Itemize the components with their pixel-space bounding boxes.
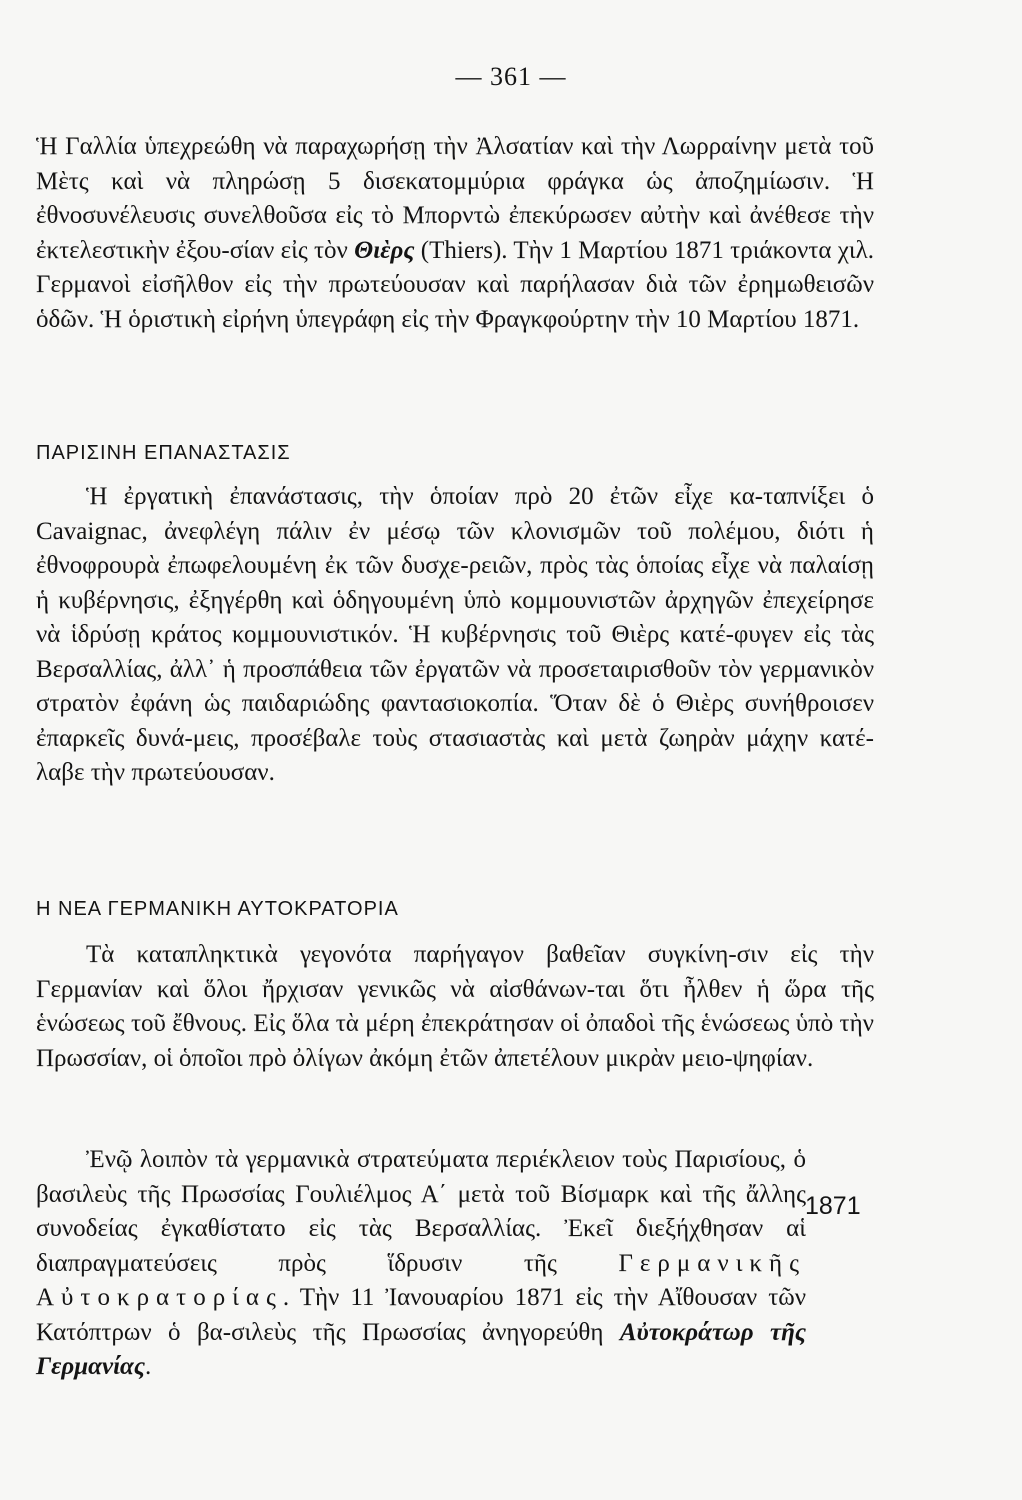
emperor-of-germany-title: Αὐτοκράτωρ τῆς Γερμανίας — [36, 1318, 806, 1380]
heading-german-empire: Η ΝΕΑ ΓΕΡΜΑΝΙΚΗ ΑΥΤΟΚΡΑΤΟΡΙΑ — [36, 898, 399, 920]
intro-text-part-1: Ἡ Γαλλία ὑπεχρεώθη νὰ παραχωρήσῃ τὴν Ἀλσατίαν καὶ τὴν Λωρραίνην μετὰ τοῦ Μὲτς καὶ νὰ πληρώσῃ 5 δισεκατομμύρια φράγκα ὡς ἀποζημίωσιν. Ἡ ἐθνοσυνέλευσις συνελθοῦσα εἰς τὸ Μπορντὼ ἐπεκύρωσεν αὐτὴν καὶ ἀνέθεσε τὴν ἐκτελεστικὴν ἐξου-σίαν εἰς τὸν — [36, 133, 874, 264]
empire-text-part-1: Ἐνῷ λοιπὸν τὰ γερμανικὰ στρατεύματα περιέκλειον τοὺς Παρισίους, ὁ βασιλεὺς τῆς Πρωσσίας Γουλιέλμος Α΄ μετὰ τοῦ Βίσμαρκ καὶ τῆς ἄλλης συνοδείας ἐγκαθίστατο εἰς τὰς Βερσαλλίας. Ἐκεῖ διεξήχθησαν αἱ διαπραγματεύσεις πρὸς ἵδρυσιν τῆς — [36, 1146, 806, 1277]
heading-paris-revolution: ΠΑΡΙΣΙΝΗ ΕΠΑΝΑΣΤΑΣΙΣ — [36, 442, 291, 464]
german-empire-paragraph-2 — [36, 1143, 806, 1385]
margin-year-note: 1871 — [805, 1192, 861, 1220]
intro-paragraph — [36, 130, 874, 337]
empire-text-part-3: . — [144, 1353, 152, 1380]
german-empire-spaced: Γερμανικῆς Αὐτοκρατορίας — [36, 1249, 806, 1311]
paris-revolution-paragraph: Ἡ ἐργατικὴ ἐπανάστασις, τὴν ὁποίαν πρὸ 20 ἐτῶν εἶχε κα-ταπνίξει ὁ Cavaignac, ἀνεφλέγη πάλιν ἐν μέσῳ τῶν κλονισμῶν τοῦ πολέμου, διότι ἡ ἐθνοφρουρὰ ἐπωφελουμένη ἐκ τῶν δυσχε-ρειῶν, πρὸς τὰς ὁποίας εἶχε νὰ παλαίσῃ ἡ κυβέρνησις, ἐξηγέρθη καὶ ὁδηγουμένη ὑπὸ κομμουνιστῶν ἀρχηγῶν ἐπεχείρησε νὰ ἱδρύσῃ κράτος κομμουνιστικόν. Ἡ κυβέρνησις τοῦ Θιὲρς κατέ-φυγεν εἰς τὰς Βερσαλλίας, ἀλλ᾽ ἡ προσπάθεια τῶν ἐργατῶν νὰ προσεταιρισθοῦν τὸν γερμανικὸν στρατὸν ἐφάνη ὡς παιδαριώδης φαντασιοκοπία. Ὅταν δὲ ὁ Θιὲρς συνήθροισεν ἐπαρκεῖς δυνά-μεις, προσέβαλε τοὺς στασιαστὰς καὶ μετὰ ζωηρὰν μάχην κατέ-λαβε τὴν πρωτεύουσαν. — [36, 483, 874, 786]
empire-text-part-2: . Τὴν 11 Ἰανουαρίου 1871 εἰς τὴν Αἴθουσαν τῶν Κατόπτρων ὁ βα-σιλεὺς τῆς Πρωσσίας ἀνηγορεύθη — [36, 1284, 806, 1346]
german-empire-paragraph-1: Τὰ καταπληκτικὰ γεγονότα παρήγαγον βαθεῖαν συγκίνη-σιν εἰς τὴν Γερμανίαν καὶ ὅλοι ἤρχισαν γενικῶς νὰ αἰσθάνων-ται ὅτι ἦλθεν ἡ ὥρα τῆς ἑνώσεως τοῦ ἔθνους. Εἰς ὅλα τὰ μέρη ἐπεκράτησαν οἱ ὀπαδοὶ τῆς ἑνώσεως ὑπὸ τὴν Πρωσσίαν, οἱ ὁποῖοι πρὸ ὀλίγων ἀκόμη ἐτῶν ἀπετέλουν μικρὰν μειο-ψηφίαν. — [36, 941, 874, 1072]
page-number: — 361 — — [455, 62, 567, 91]
thiers-greek-name: Θιὲρς — [354, 236, 415, 264]
intro-text-part-2: (Thiers). Τὴν 1 Μαρτίου 1871 τριάκοντα χιλ. Γερμανοὶ εἰσῆλθον εἰς τὴν πρωτεύουσαν καὶ παρήλασαν διὰ τῶν ἐρημωθεισῶν ὁδῶν. Ἡ ὁριστικὴ εἰρήνη ὑπεγράφη εἰς τὴν Φραγκφούρτην τὴν 10 Μαρτίου 1871. — [36, 236, 874, 333]
